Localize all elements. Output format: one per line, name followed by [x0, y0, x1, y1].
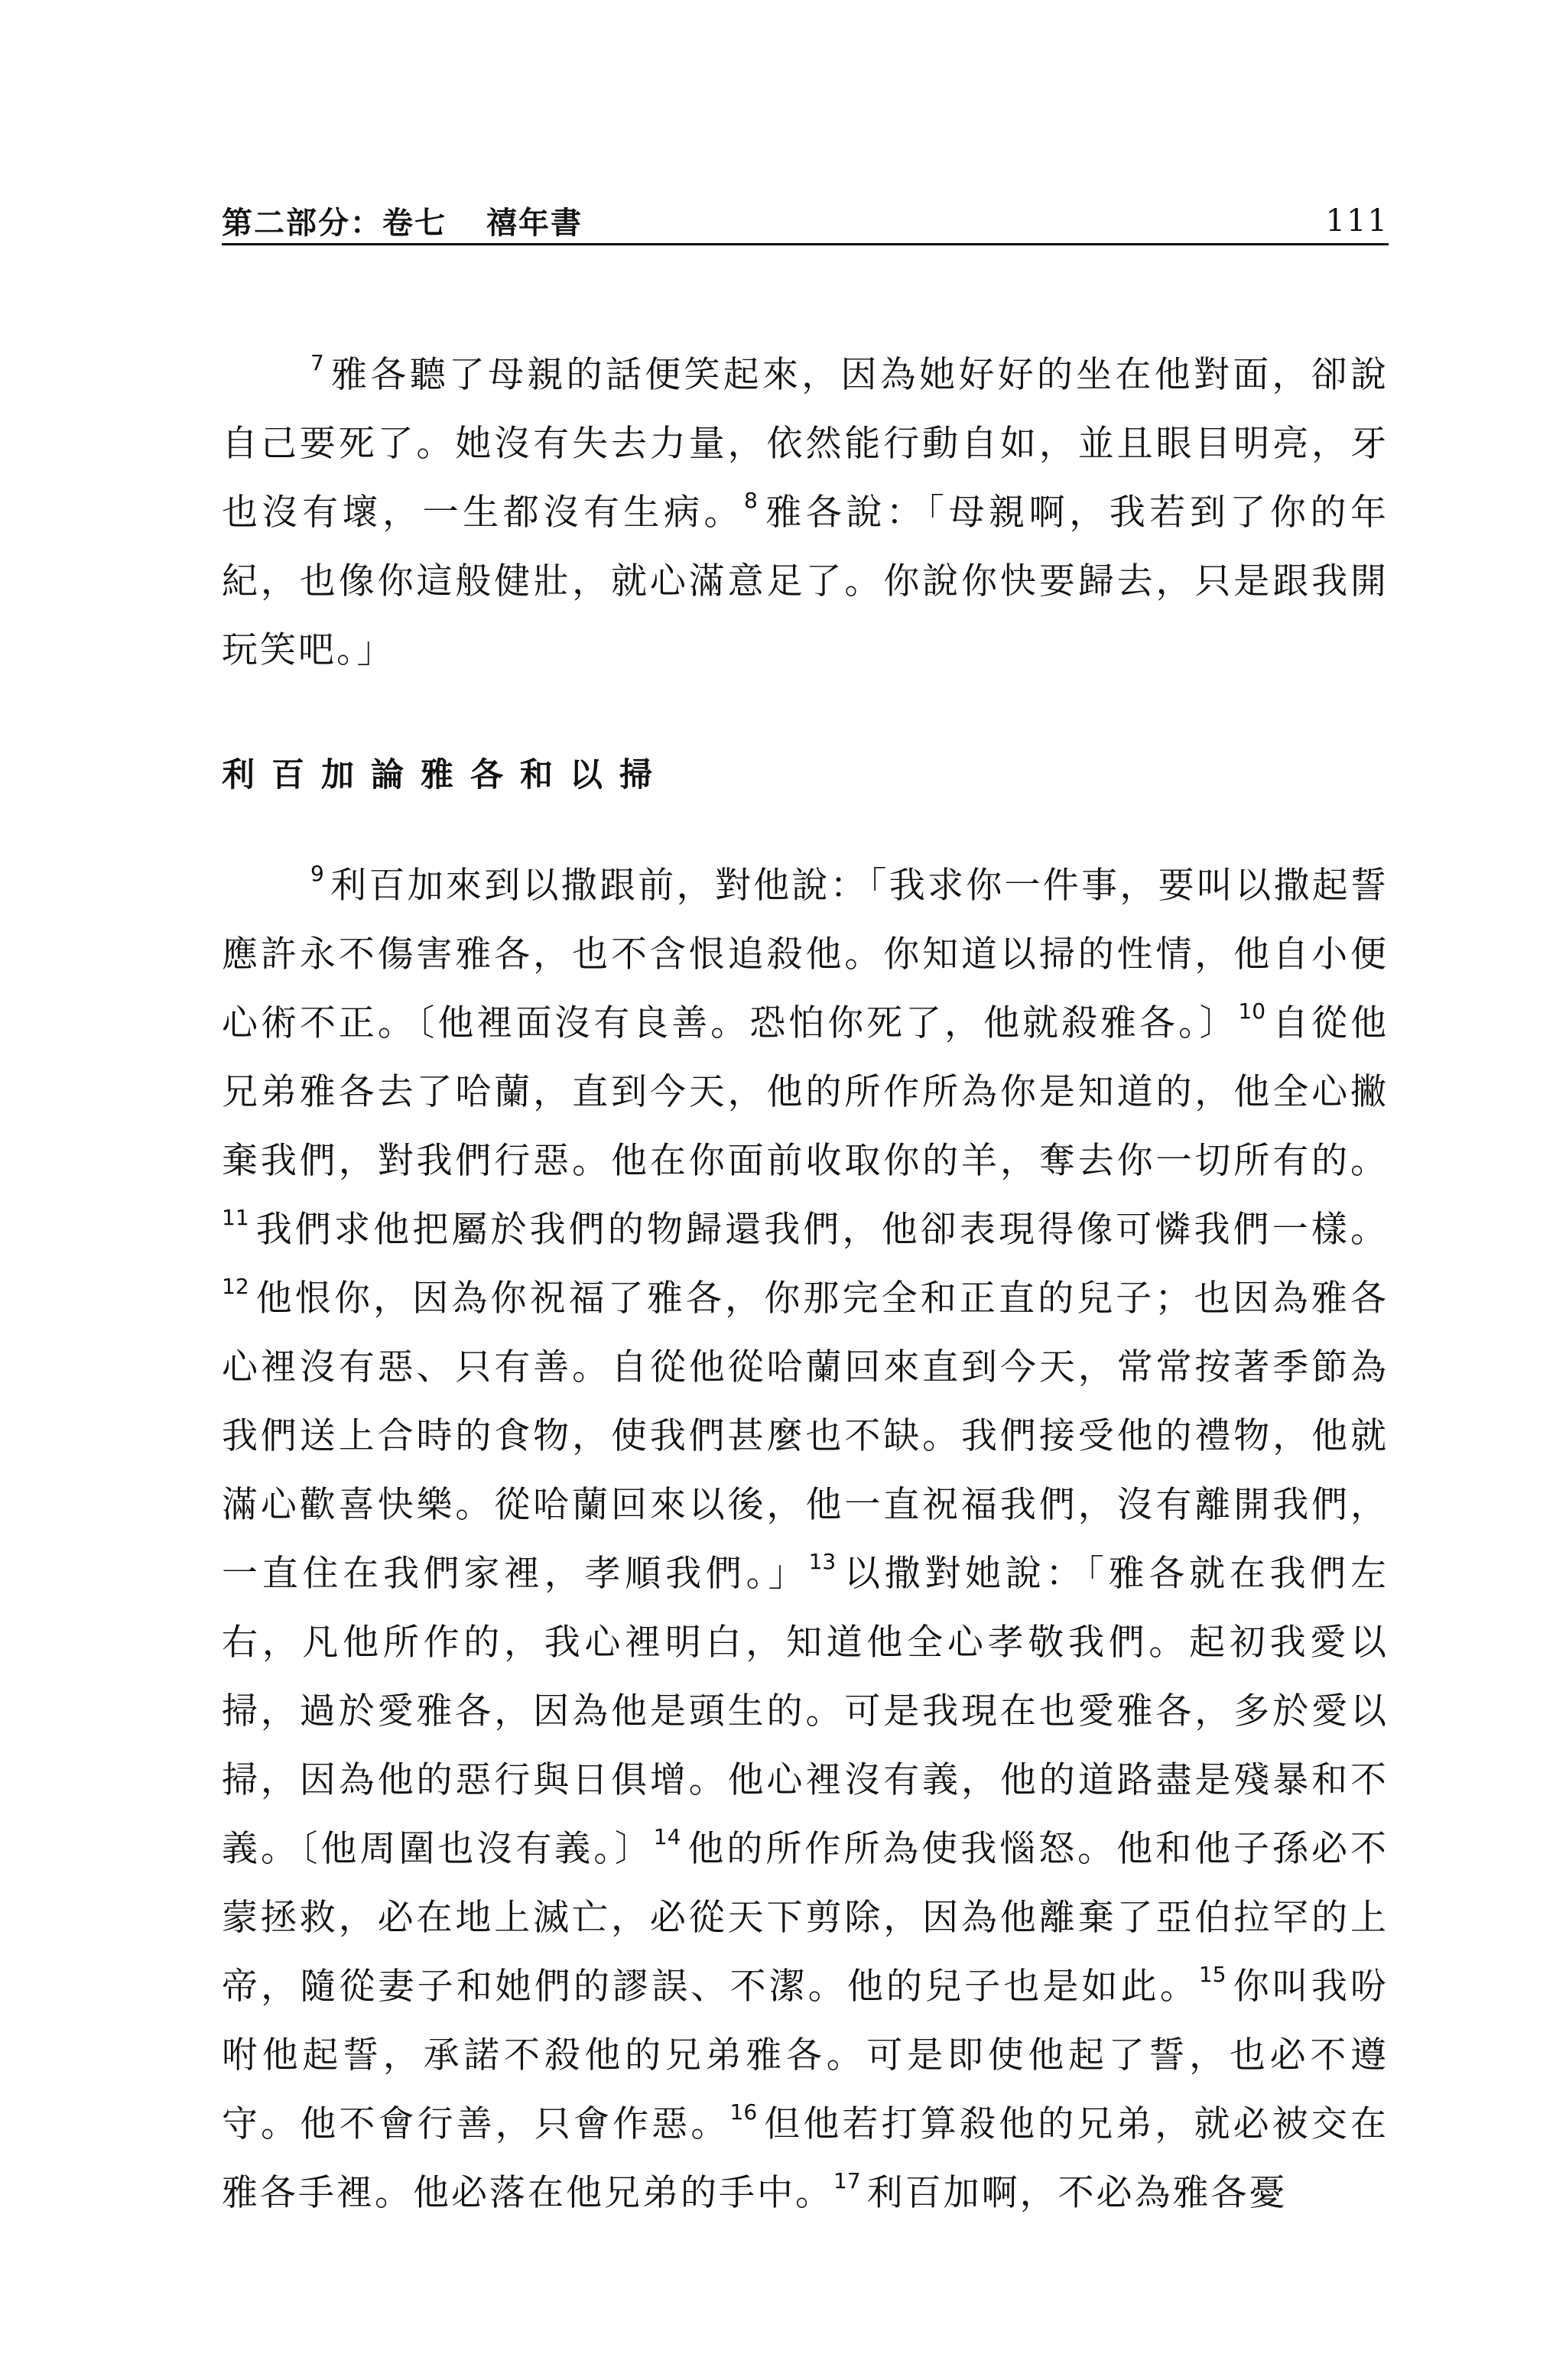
verse-text: 自從他兄弟雅各去了哈蘭，直到今天，他的所作所為你是知道的，他全心撇棄我們，對我們行惡。他在你面前收取你的羊，奪去你一切所有的。 [222, 1002, 1389, 1182]
verse-number: 15 [1198, 1962, 1226, 1987]
page-number: 111 [1325, 203, 1389, 239]
paragraph-1 [222, 341, 1389, 685]
verse-number: 16 [729, 2099, 758, 2125]
verse-number: 9 [310, 861, 324, 886]
verse-text: 他恨你，因為你祝福了雅各，你那完全和正直的兒子；也因為雅各心裡沒有惡、只有善。自從他從哈蘭回來直到今天，常常按著季節為我們送上合時的食物，使我們甚麼也不缺。我們接受他的禮物，他就滿心歡喜快樂。從哈蘭回來以後，他一直祝福我們，沒有離開我們，一直住在我們家裡，孝順我們。」 [222, 1278, 1389, 1595]
verse-text: 利百加啊，不必為雅各憂 [866, 2172, 1288, 2214]
header-part: 第二部分：卷七 [222, 206, 447, 241]
verse-number: 11 [222, 1205, 249, 1230]
verse-text: 雅各說：「母親啊，我若到了你的年紀，也像你這般健壯，就心滿意足了。你說你快要歸去，只是跟我開玩笑吧。」 [222, 492, 1389, 671]
verse-text: 他的所作所為使我惱怒。他和他子孫必不蒙拯救，必在地上滅亡，必從天下剪除，因為他離棄了亞伯拉罕的上帝，隨從妻子和她們的謬誤、不潔。他的兒子也是如此。 [222, 1828, 1389, 2008]
paragraph-2 [222, 852, 1389, 2228]
running-header [222, 196, 1389, 245]
verse-text: 我們求他把屬於我們的物歸還我們，他卻表現得像可憐我們一樣。 [255, 1209, 1389, 1251]
verse-number: 10 [1238, 998, 1266, 1024]
verse-text: 你叫我吩咐他起誓，承諾不殺他的兄弟雅各。可是即使他起了誓，也必不遵守。他不會行善，只會作惡。 [222, 1966, 1389, 2145]
verse-text: 利百加來到以撒跟前，對他說：「我求你一件事，要叫以撒起誓應許永不傷害雅各，也不含恨追殺他。你知道以掃的性情，他自小便心術不正。〔他裡面沒有良善。恐怕你死了，他就殺雅各。〕 [222, 865, 1389, 1044]
header-title [222, 199, 583, 242]
verse-text: 但他若打算殺他的兄弟，就必被交在雅各手裡。他必落在他兄弟的手中。 [222, 2103, 1389, 2214]
verse-number: 17 [833, 2168, 861, 2193]
verse-text: 以撒對她說：「雅各就在我們左右，凡他所作的，我心裡明白，知道他全心孝敬我們。起初我愛以掃，過於愛雅各，因為他是頭生的。可是我現在也愛雅各，多於愛以掃，因為他的惡行與日俱增。他心裡沒有義，他的道路盡是殘暴和不義。〔他周圍也沒有義。〕 [222, 1553, 1389, 1870]
verse-number: 13 [808, 1549, 837, 1574]
header-book: 禧年書 [486, 206, 583, 241]
verse-number: 8 [744, 488, 758, 513]
section-heading: 利百加論雅各和以掃 [222, 756, 669, 794]
verse-number: 7 [310, 350, 324, 375]
verse-number: 14 [653, 1824, 681, 1849]
verse-text: 雅各聽了母親的話便笑起來，因為她好好的坐在他對面，卻說自己要死了。她沒有失去力量，依然能行動自如，並且眼目明亮，牙也沒有壞，一生都沒有生病。 [222, 354, 1389, 534]
verse-number: 12 [222, 1274, 249, 1299]
